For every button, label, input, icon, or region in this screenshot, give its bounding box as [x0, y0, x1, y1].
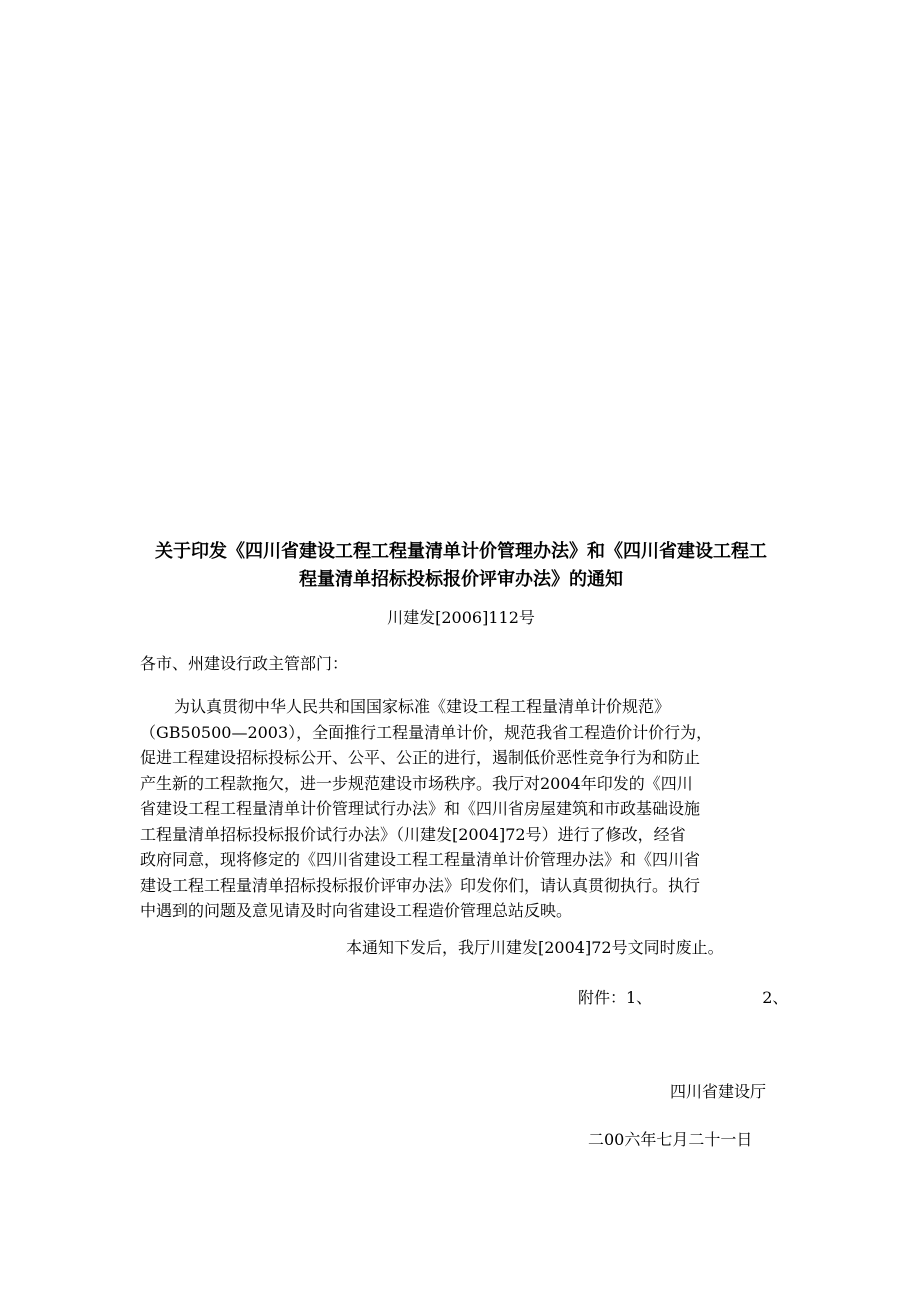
- title-line-1: 关于印发《四川省建设工程工程量清单计价管理办法》和《四川省建设工程工: [155, 541, 767, 562]
- body-line: 政府同意，现将修定的《四川省建设工程工程量清单计价管理办法》和《四川省: [140, 850, 701, 869]
- body-paragraph: [140, 694, 780, 924]
- attachments: [578, 986, 788, 1010]
- body-line: 中遇到的问题及意见请及时向省建设工程造价管理总站反映。: [140, 901, 573, 920]
- body-line: 促进工程建设招标投标公开、公平、公正的进行，遏制低价恶性竞争行为和防止: [140, 748, 701, 767]
- attachment-label: 附件：1、: [578, 988, 653, 1007]
- attachment-second: 2、: [762, 988, 789, 1007]
- issuer: 四川省建设厅: [670, 1082, 767, 1101]
- document-title: [138, 538, 784, 594]
- issue-date: 二00六年七月二十一日: [588, 1130, 753, 1149]
- body-line: 产生新的工程款拖欠，进一步规范建设市场秩序。我厅对2004年印发的《四川: [140, 773, 693, 793]
- abolish-notice: 本通知下发后，我厅川建发[2004]72号文同时废止。: [346, 938, 724, 957]
- document-number: 川建发[2006]112号: [387, 608, 535, 627]
- addressee: 各市、州建设行政主管部门：: [140, 654, 349, 673]
- title-line-2: 程量清单招标投标报价评审办法》的通知: [299, 569, 623, 590]
- body-line: 省建设工程工程量清单计价管理试行办法》和《四川省房屋建筑和市政基础设施: [140, 799, 701, 818]
- body-line: 工程量清单招标投标报价试行办法》（川建发[2004]72号）进行了修改，经省: [140, 824, 686, 844]
- body-line: （GB50500—2003），全面推行工程量清单计价，规范我省工程造价计价行为，: [140, 722, 713, 742]
- body-line: 建设工程工程量清单招标投标报价评审办法》印发你们，请认真贯彻执行。执行: [140, 875, 701, 895]
- body-line: 为认真贯彻中华人民共和国国家标准《建设工程工程量清单计价规范》: [174, 697, 671, 716]
